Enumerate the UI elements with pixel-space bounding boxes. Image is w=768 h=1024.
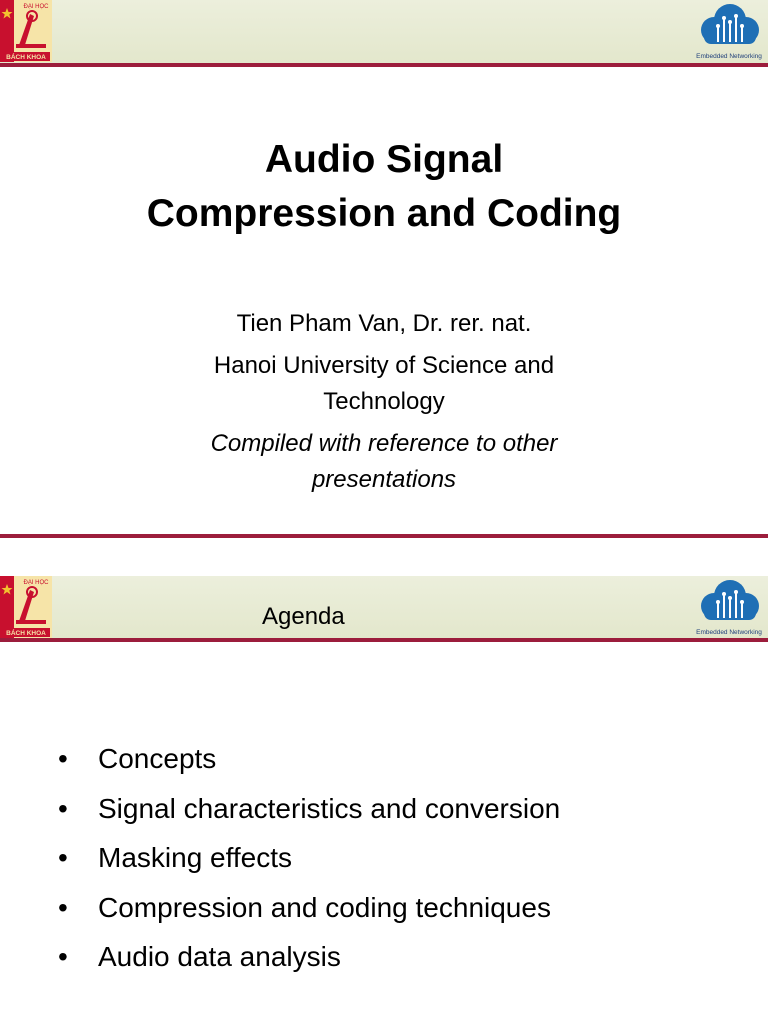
agenda-item-analysis: • Audio data analysis — [58, 932, 560, 982]
svg-text:Embedded Networking: Embedded Networking — [696, 53, 762, 60]
slide-gap — [0, 538, 768, 576]
agenda-list — [58, 734, 560, 982]
bullet-icon: • — [58, 941, 68, 972]
bullet-icon: • — [58, 743, 68, 774]
bullet-icon: • — [58, 792, 68, 824]
svg-text:ĐẠI HỌC: ĐẠI HỌC — [23, 4, 49, 10]
svg-text:ĐẠI HỌC: ĐẠI HỌC — [23, 580, 49, 586]
svg-text:BÁCH KHOA: BÁCH KHOA — [6, 630, 46, 637]
embedded-networking-logo — [694, 578, 764, 638]
agenda-item-masking: • Masking effects — [58, 833, 560, 883]
slide-title — [0, 133, 768, 241]
embedded-networking-logo — [694, 2, 764, 62]
bach-khoa-logo — [0, 0, 52, 62]
agenda-item-concepts: • Concepts — [58, 734, 560, 784]
agenda-item-compression: • Compression and coding techniques — [58, 883, 560, 933]
slide-header — [0, 576, 768, 642]
author-name: Tien Pham Van, Dr. rer. nat. — [236, 310, 532, 337]
title-line-2: Compression and Coding — [146, 192, 622, 235]
affiliation-line-1: Hanoi University of Science and — [213, 352, 555, 379]
title-line-1: Audio Signal — [264, 138, 504, 181]
bullet-icon: • — [58, 891, 68, 923]
agenda-title: Agenda — [262, 603, 345, 630]
affiliation-line-2: Technology — [323, 388, 445, 415]
bullet-icon: • — [58, 842, 68, 873]
bach-khoa-logo — [0, 576, 52, 638]
slide-header — [0, 0, 768, 67]
note-line-2: presentations — [311, 466, 457, 493]
svg-text:Embedded Networking: Embedded Networking — [696, 629, 762, 636]
slide-info — [0, 306, 768, 498]
note-line-1: Compiled with reference to other — [210, 430, 558, 457]
svg-text:BÁCH KHOA: BÁCH KHOA — [6, 54, 46, 61]
agenda-slide — [0, 576, 768, 1024]
agenda-item-signal: • Signal characteristics and conversion — [58, 784, 560, 834]
